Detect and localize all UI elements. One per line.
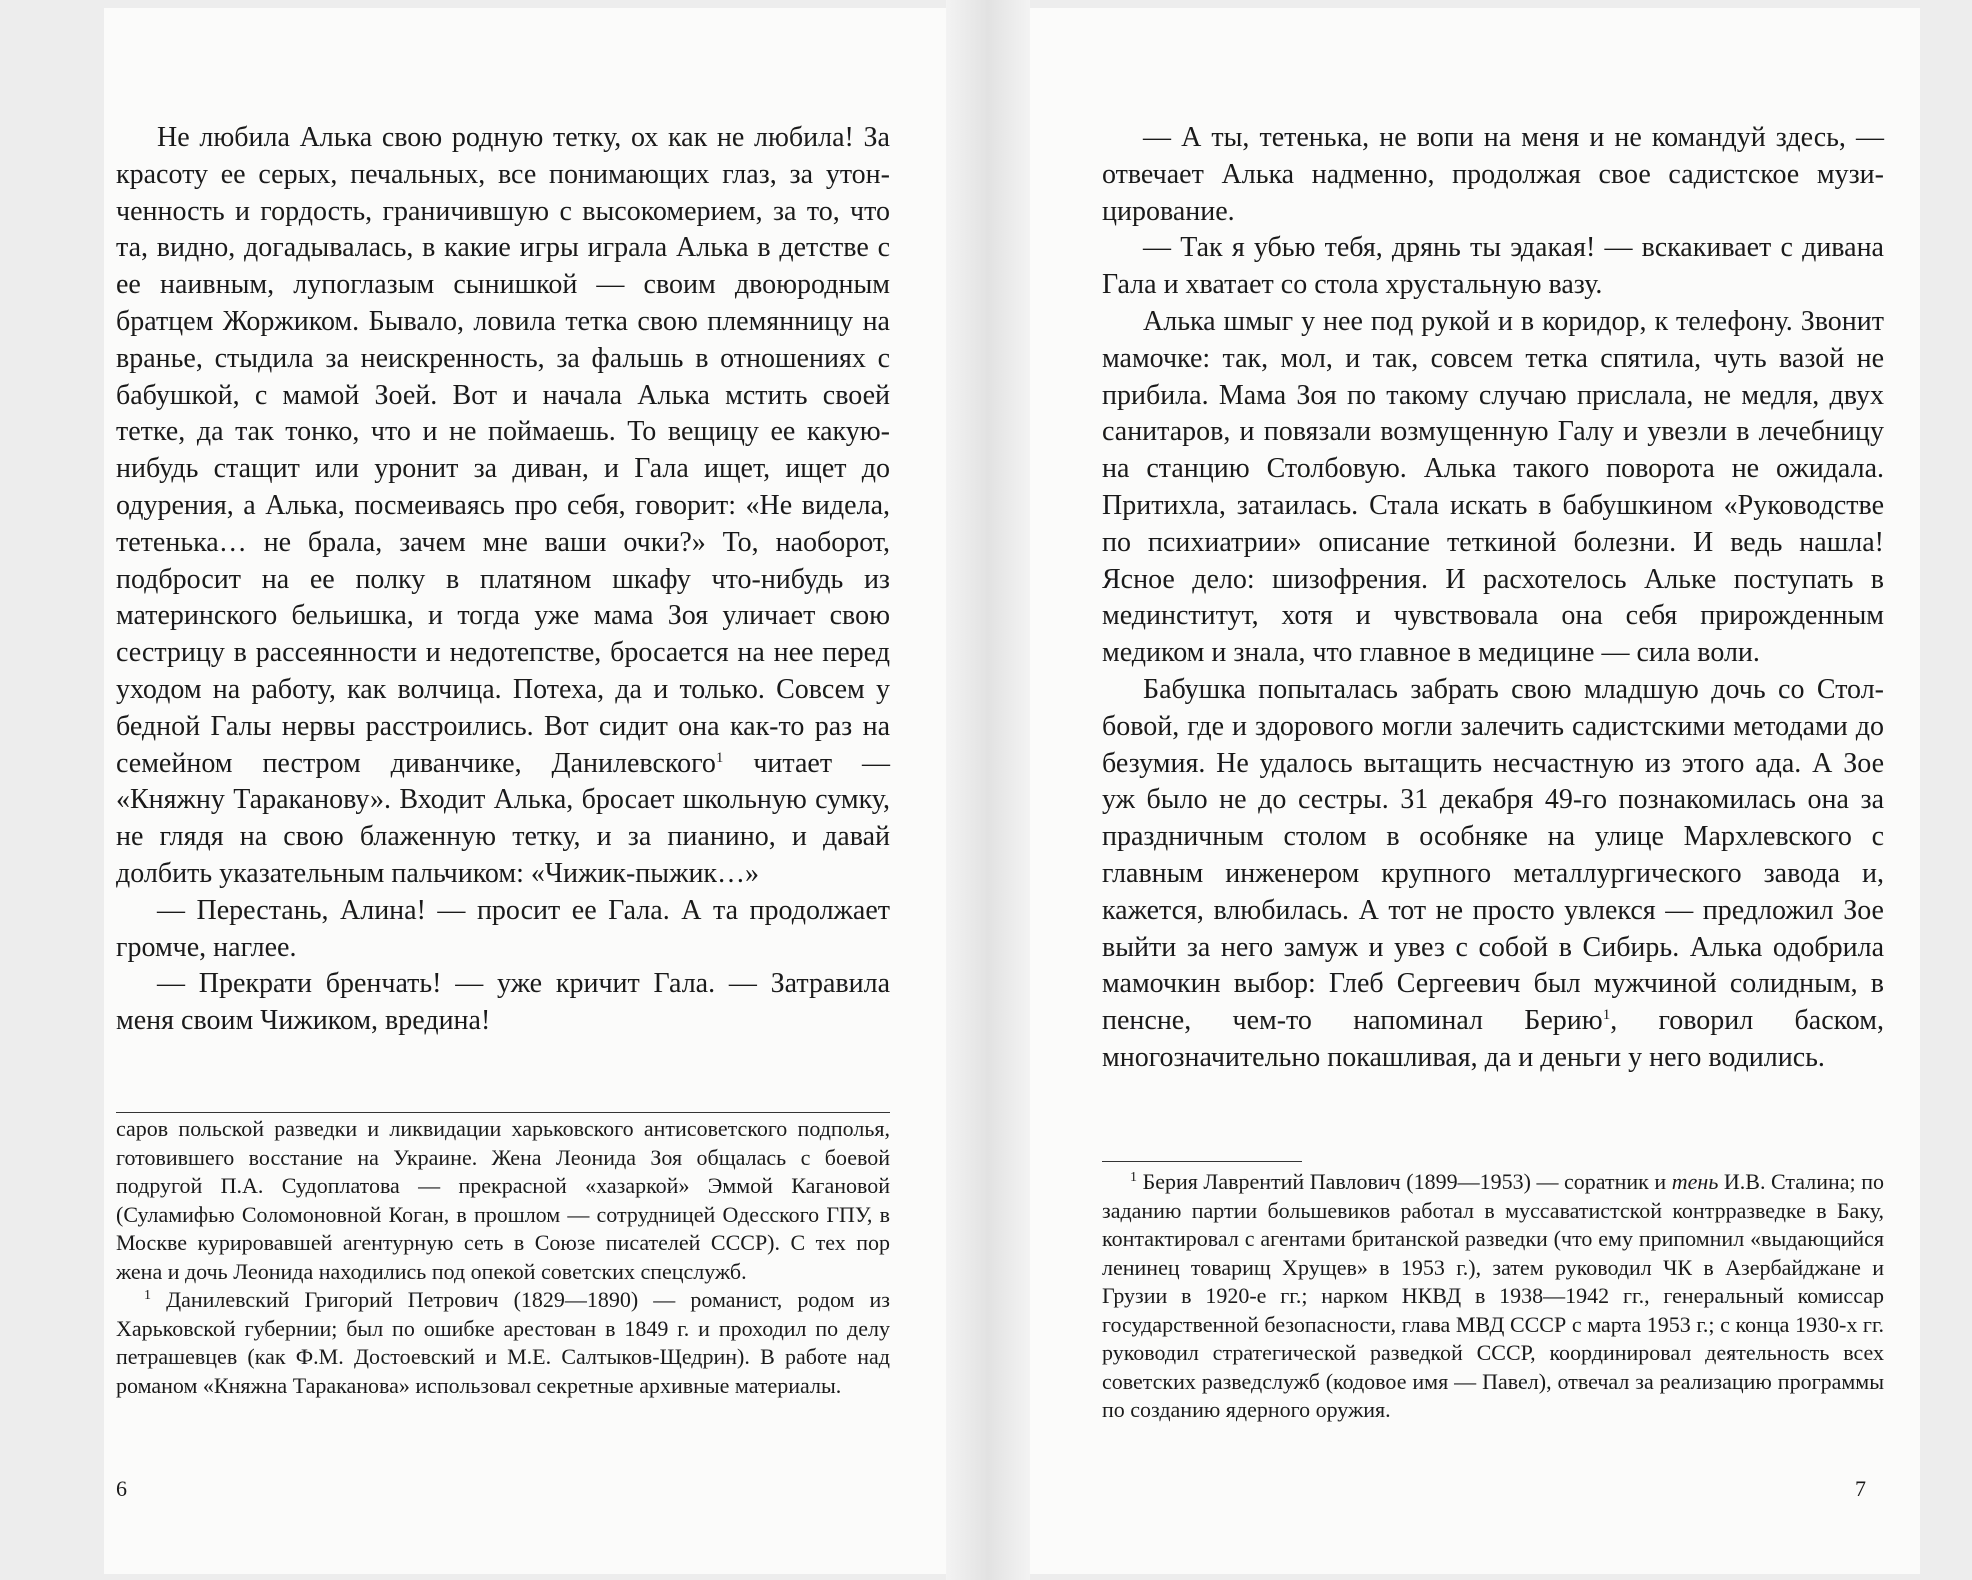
paragraph: — Так я убью тебя, дрянь ты эдакая! — вскакивает с дивана Гала и хватает со стола хрустальную вазу. bbox=[1102, 232, 1884, 301]
footnote-continuation: саров польской разведки и ликвидации харьковского антисоветского подполья, готовившего восстание на Украине. Жена Леонида Зоя общалась с боевой подругой П.А. Судоплатова — прекрасной «хазаркой» Эммой Кагановой (Суламифью Соломоновной Коган, в прошлом — сотрудницей Одесского ГПУ, в Москве курировавшей агентурную сеть в Союзе писателей СССР). С тех пор жена и дочь Леонида находились под опекой советских спецслужб. bbox=[116, 1116, 890, 1284]
paragraph bbox=[116, 120, 890, 893]
left-page bbox=[104, 8, 946, 1574]
footnotes bbox=[1102, 1168, 1884, 1425]
footnote-rule bbox=[116, 1112, 890, 1113]
page-number: 7 bbox=[1855, 1476, 1866, 1501]
footnote-mark: 1 bbox=[144, 1288, 151, 1303]
page-number: 6 bbox=[116, 1476, 127, 1501]
paragraph-text: читает — «Княжну Тараканову». Входит Алька, бросает школьную сумку, не глядя на свою блаженную тетку, и за пианино, и давай долбить указательным пальчиком: «Чижик-пыжик…» bbox=[116, 747, 890, 889]
paragraph: Алька шмыг у нее под рукой и в коридор, к телефону. Звонит мамочке: так, мол, и так, совсем тетка спятила, чуть вазой не прибила. Мама Зоя по такому случаю прислала, не медля, двух санитаров, и повязали возмущенную Галу и увезли в лечебницу на станцию Столбовую. Алька такого поворота не ожидала. Притихла, затаилась. Стала искать в бабушкином «Руководстве по психиатрии» описание теткиной болезни. И ведь нашла! Ясное дело: шизофрения. И расхотелось Альке поступать в мединститут, хотя и чувствовала она себя прирожденным медиком и знала, что главное в медицине — сила воли. bbox=[1102, 305, 1884, 669]
paragraph: — Прекрати бренчать! — уже кричит Гала. — Затравила меня своим Чижиком, вредина! bbox=[116, 968, 890, 1037]
paragraph: — Перестань, Алина! — просит ее Гала. А та продолжает громче, наглее. bbox=[116, 894, 890, 963]
right-page bbox=[1030, 8, 1920, 1574]
footnote-mark: 1 bbox=[1130, 1170, 1137, 1185]
footnotes bbox=[116, 1115, 890, 1400]
paragraph-text: , говорил баском, многозначительно покашливая, да и деньги у него водились. bbox=[1102, 1005, 1884, 1073]
main-text bbox=[116, 120, 890, 1040]
footnote-text: И.В. Сталина; по заданию партии большевиков работал в муссаватистской контрразведке в Баку, контактировал с агентами британской разведки (что ему припомнил «выдающийся ленинец товарищ Хрущев» в 1953 г.), затем руководил ЧК в Азербайджане и Грузии в 1920-е гг.; нарком НКВД в 1938—1942 гг., генеральный комиссар государственной безопасности, глава МВД СССР с марта 1953 г.; с конца 1930-х гг. руководил стратегической разведкой СССР, координировал деятельность всех советских разведслужб (кодовое имя — Павел), отвечал за реализацию программы по созданию ядерного оружия. bbox=[1102, 1169, 1884, 1422]
paragraph-text: Не любила Алька свою родную тетку, ох как не любила! За красоту ее серых, печальных, все понимающих глаз, за утонченность и гордость, граничившую с высокомерием, за то, что та, видно, догадывалась, в какие игры играла Алька в детстве с ее наивным, лупоглазым сынишкой — своим двоюродным братцем Жоржиком. Бывало, ловила тетка свою племянницу на вранье, стыдила за неискренность, за фальшь в отношениях с бабушкой, с мамой Зоей. Вот и начала Алька мстить своей тетке, да так тонко, что и не поймаешь. То вещицу ее какую-нибудь стащит или уронит за диван, и Гала ищет, ищет до одурения, а Алька, посмеиваясь про себя, говорит: «Не видела, тетенька… не брала, зачем мне ваши очки?» То, наоборот, подбросит на ее полку в платяном шкафу что-нибудь из материнского бельишка, и тогда уже мама Зоя уличает свою сестрицу в рассеянности и недотепстве, бросается на нее перед уходом на работу, как волчица. Потеха, да и только. Совсем у бедной Галы нервы расстроились. Вот сидит она как-то раз на семейном пестром диванчике, Данилевского bbox=[116, 122, 890, 779]
footnote-rule bbox=[1102, 1161, 1302, 1162]
paragraph bbox=[1102, 672, 1884, 1077]
footnote-text: Данилевский Григорий Петрович (1829—1890) — романист, родом из Харьковской губернии; был по ошибке арестован в 1849 г. и проходил по делу петрашевцев (как Ф.М. Достоевский и М.Е. Салтыков-Щедрин). В работе над романом «Княжна Тараканова» использовал секретные архивные материалы. bbox=[116, 1287, 890, 1398]
footnote-italic: тень bbox=[1671, 1169, 1719, 1194]
footnote-ref: 1 bbox=[715, 749, 724, 766]
paragraph-text: Бабушка попыталась забрать свою младшую дочь со Столбовой, где и здорового могли залечить садистскими методами до безумия. Не удалось вытащить несчастную из этого ада. А Зое уж было не до сестры. 31 декабря 49-го познакомилась она за праздничным столом в особняке на улице Мархлевского с главным инженером крупного металлургического завода и, кажется, влюбилась. А тот не просто увлекся — предложил Зое выйти за него замуж и увез с собой в Сибирь. Алька одобрила мамочкин выбор: Глеб Сергеевич был мужчиной солидным, в пенсне, чем-то напоминал Берию bbox=[1102, 673, 1884, 1037]
book-gutter bbox=[946, 0, 1030, 1580]
paragraph: — А ты, тетенька, не вопи на меня и не командуй здесь, — отвечает Алька надменно, продолжая свое садистское музицирование. bbox=[1102, 122, 1884, 227]
footnote bbox=[1102, 1168, 1884, 1425]
footnote bbox=[116, 1286, 890, 1400]
main-text bbox=[1102, 120, 1884, 1077]
footnote-text: Берия Лаврентий Павлович (1899—1953) — соратник и bbox=[1137, 1169, 1672, 1194]
footnote-ref: 1 bbox=[1602, 1007, 1611, 1024]
